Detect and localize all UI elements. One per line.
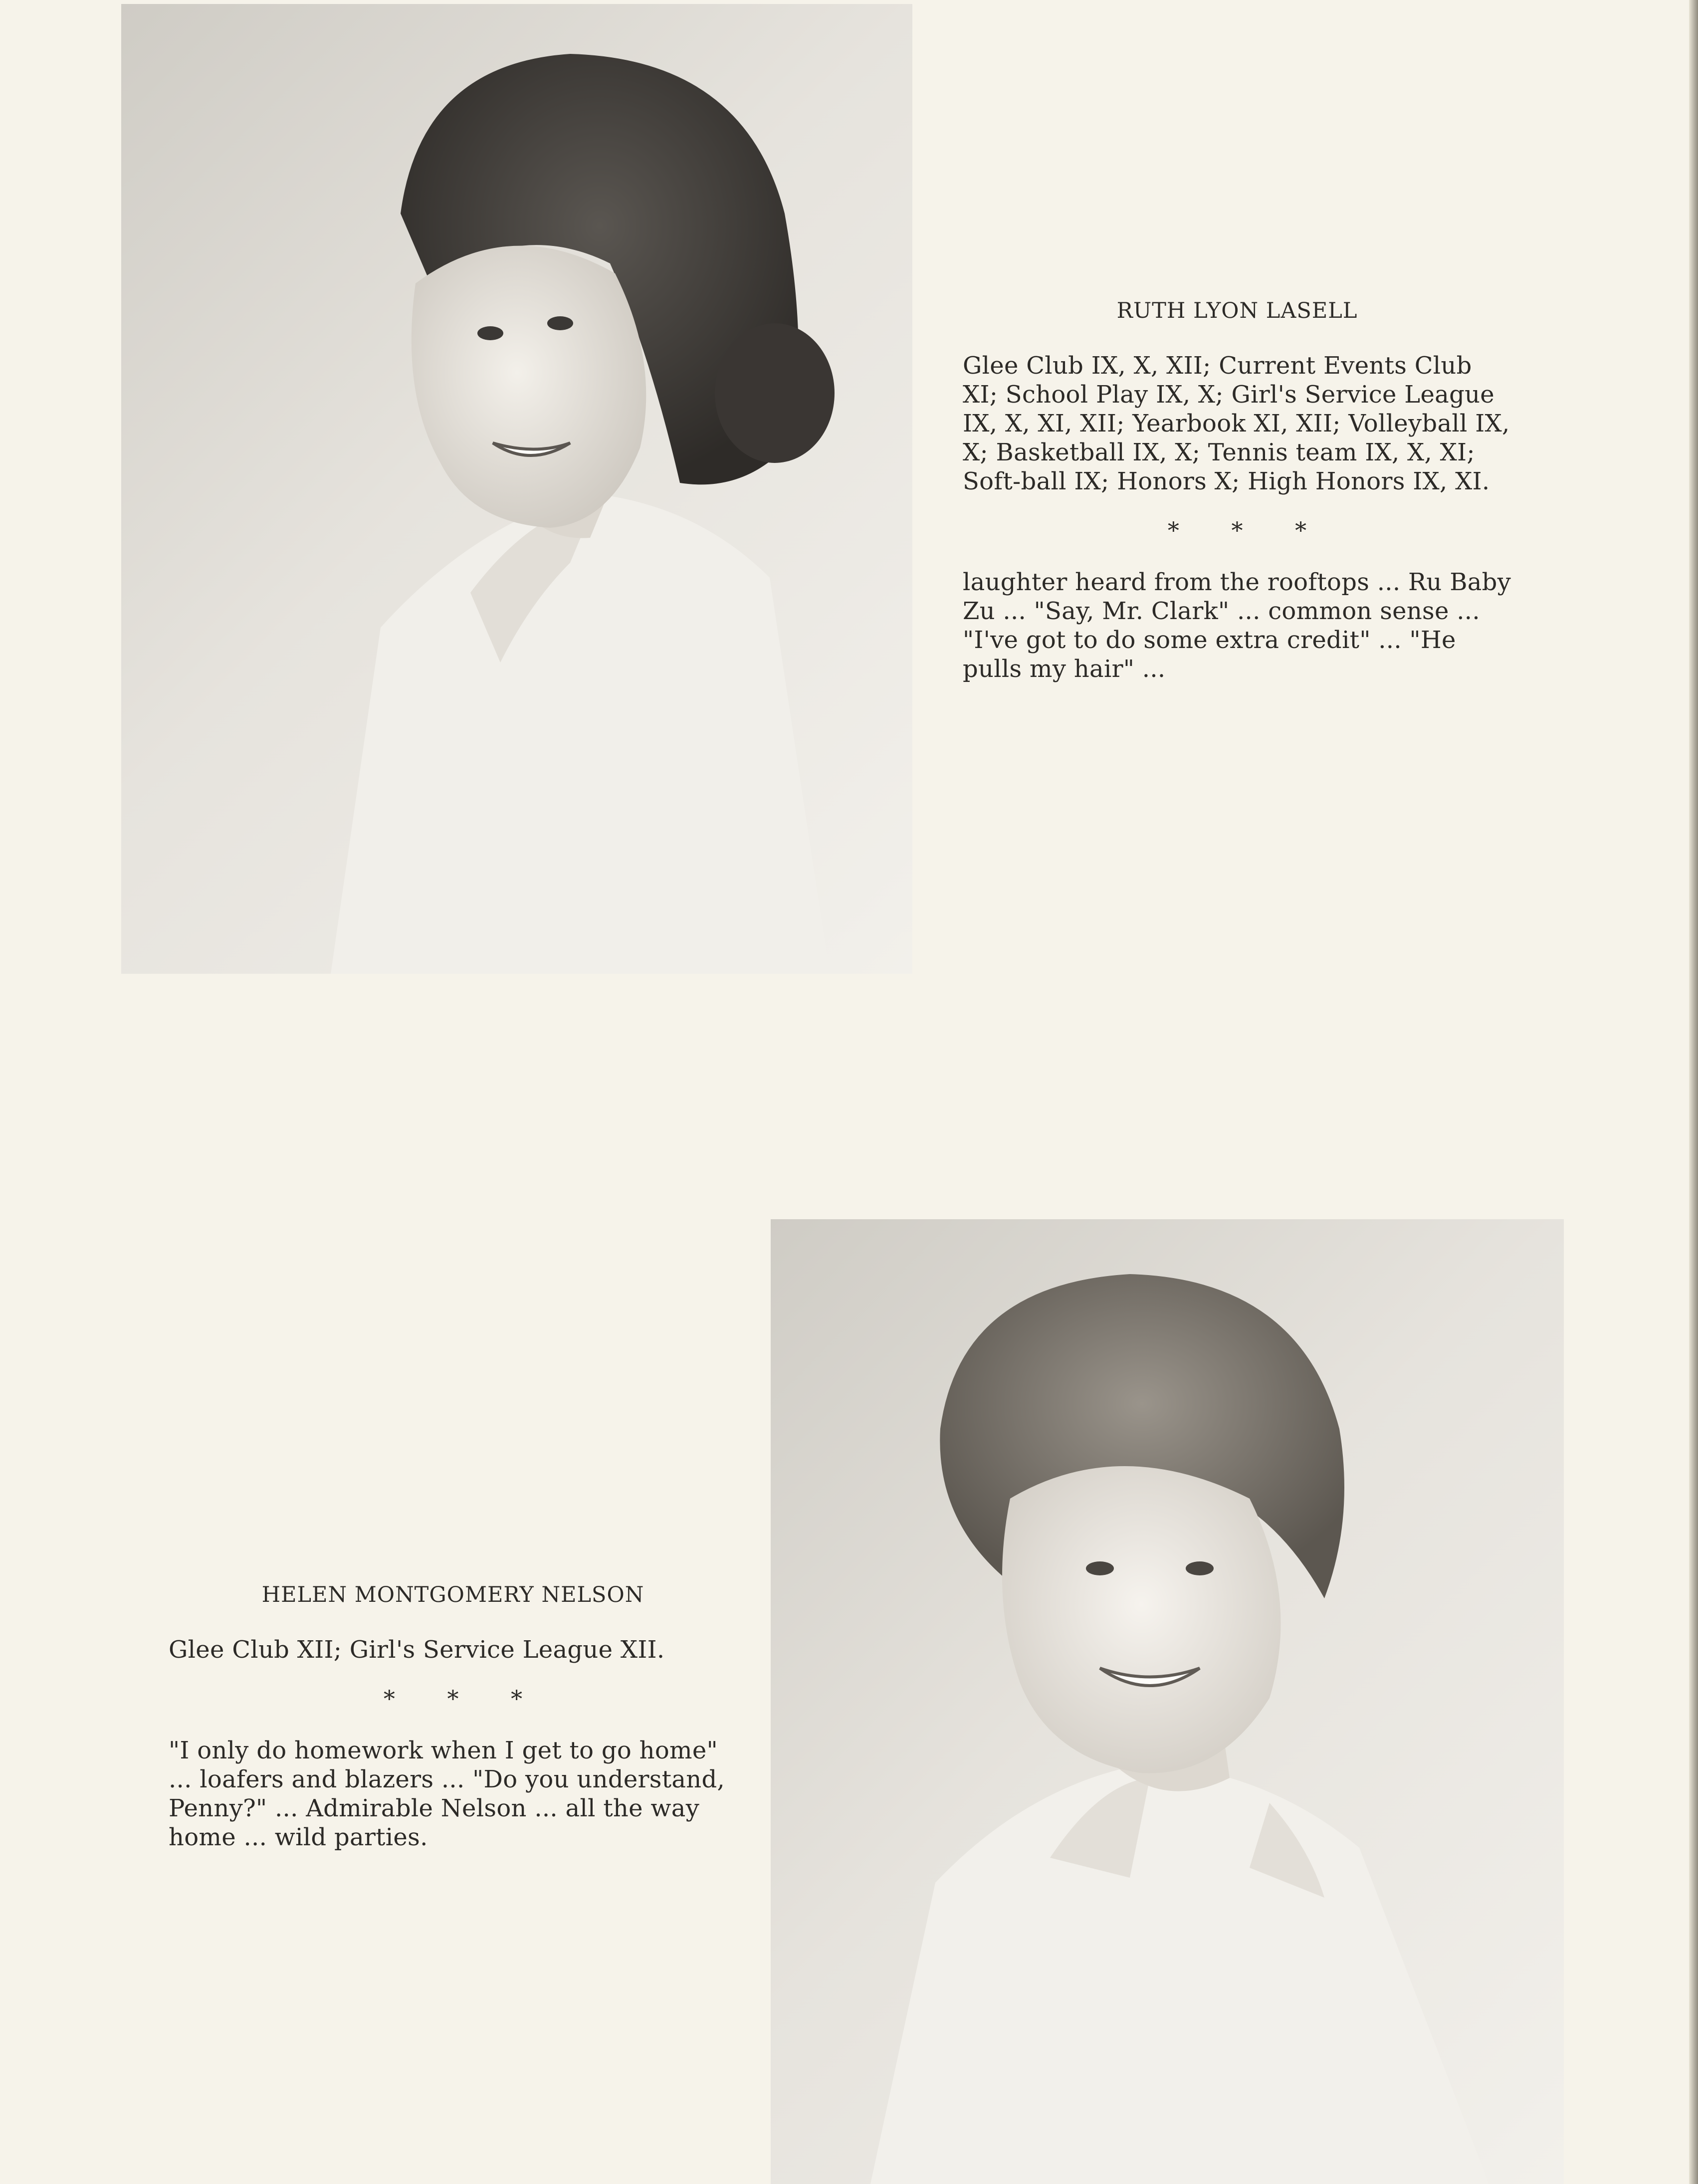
bio-helen-nelson: [169, 1580, 737, 1852]
bio-ruth-lasell: [963, 296, 1511, 683]
activities-text: Glee Club XII; Girl's Service League XII.: [169, 1636, 665, 1664]
activities-text: Glee Club IX, X, XII; Current Events Club XI; School Play IX, X; Girl's Service League IX, X, XI, XII; Yearbook XI, XII; Volleyball IX, X; Basketball IX, X; Tennis team IX, X, XI; Soft-ball IX; Honors X; High Honors IX, XI.: [963, 352, 1510, 495]
portrait-photo-helen-nelson: [771, 1219, 1564, 2184]
quotes-text: laughter heard from the rooftops ... Ru Baby Zu ... "Say, Mr. Clark" ... common sense ... "I've got to do some extra credit" ... "He pulls my hair" ...: [963, 568, 1511, 683]
portrait-photo-ruth-lasell: [121, 4, 912, 974]
senior-name: HELEN MONTGOMERY NELSON: [261, 1582, 644, 1607]
senior-name: RUTH LYON LASELL: [1116, 298, 1358, 323]
portrait-illustration: [771, 1219, 1564, 2184]
quotes-text: "I only do homework when I get to go home" ... loafers and blazers ... "Do you understand, Penny?" ... Admirable Nelson ... all the way home ... wild parties.: [169, 1737, 725, 1851]
section-separator: * * *: [383, 1685, 523, 1712]
portrait-illustration: [121, 4, 912, 974]
section-separator: * * *: [1167, 517, 1307, 544]
page-edge: [1689, 0, 1698, 2184]
